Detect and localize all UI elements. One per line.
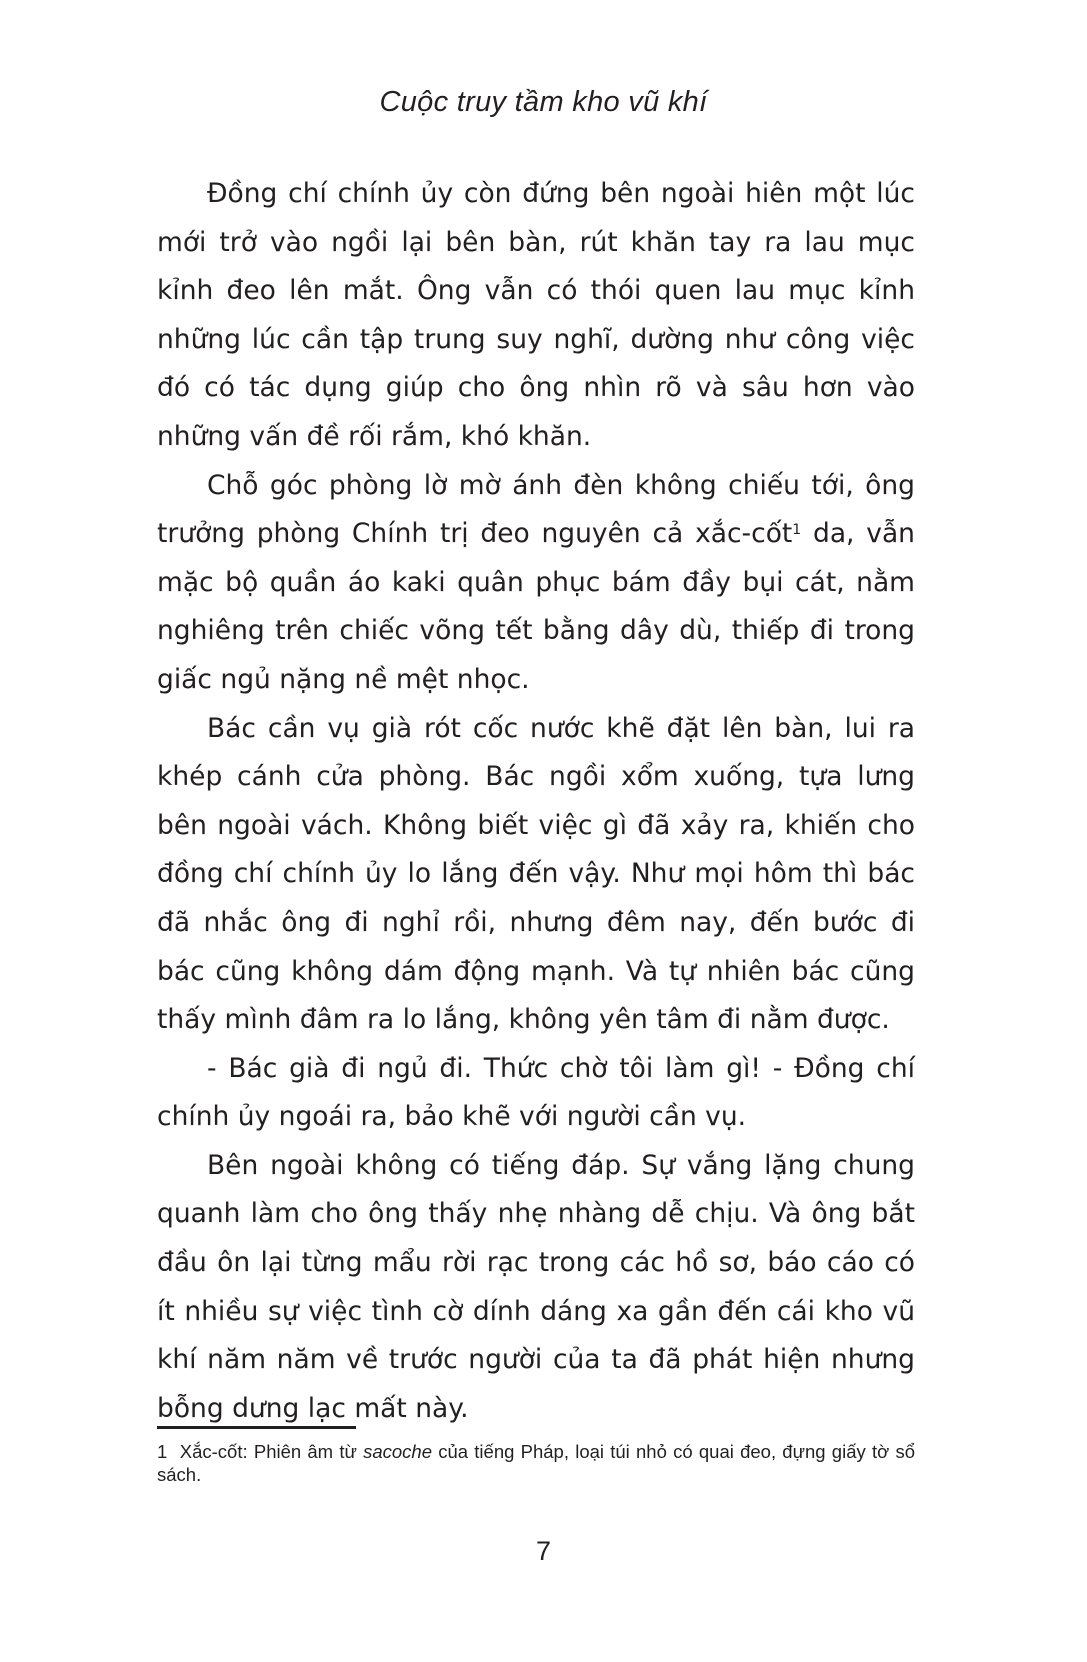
page-number: 7 — [535, 1536, 552, 1566]
footnote — [157, 1440, 915, 1486]
body-text — [157, 170, 915, 1433]
paragraph: Bên ngoài không có tiếng đáp. Sự vắng lặng chung quanh làm cho ông thấy nhẹ nhàng dễ chịu. Và ông bắt đầu ôn lại từng mẩu rời rạc trong các hồ sơ, báo cáo có ít nhiều sự việc tình cờ dính dáng xa gần đến cái kho vũ khí năm năm về trước người của ta đã phát hiện nhưng bỗng dưng lạc mất này. — [157, 1149, 915, 1424]
footnote-divider — [157, 1426, 356, 1429]
running-head: Cuộc truy tầm kho vũ khí — [379, 86, 708, 118]
paragraph-text: da, vẫn mặc bộ quần áo kaki quân phục bám đầy bụi cát, nằm nghiêng trên chiếc võng tết bằng dây dù, thiếp đi trong giấc ngủ nặng nề mệt nhọc. — [157, 518, 915, 695]
paragraph — [157, 462, 915, 705]
paragraph: Đồng chí chính ủy còn đứng bên ngoài hiên một lúc mới trở vào ngồi lại bên bàn, rút khăn tay ra lau mục kỉnh đeo lên mắt. Ông vẫn có thói quen lau mục kỉnh những lúc cần tập trung suy nghĩ, dường như công việc đó có tác dụng giúp cho ông nhìn rõ và sâu hơn vào những vấn đề rối rắm, khó khăn. — [157, 178, 915, 452]
paragraph: Bác cần vụ già rót cốc nước khẽ đặt lên bàn, lui ra khép cánh cửa phòng. Bác ngồi xổm xuống, tựa lưng bên ngoài vách. Không biết việc gì đã xảy ra, khiến cho đồng chí chính ủy lo lắng đến vậy. Như mọi hôm thì bác đã nhắc ông đi nghỉ rồi, nhưng đêm nay, đến bước đi bác cũng không dám động mạnh. Và tự nhiên bác cũng thấy mình đâm ra lo lắng, không yên tâm đi nằm được. — [157, 712, 915, 1036]
paragraph: - Bác già đi ngủ đi. Thức chờ tôi làm gì! - Đồng chí chính ủy ngoái ra, bảo khẽ với người cần vụ. — [157, 1052, 915, 1133]
footnote-reference: 1 — [792, 522, 802, 539]
footnote-term: Xắc-cốt: Phiên âm từ — [179, 1441, 364, 1462]
footnote-number: 1 — [157, 1441, 168, 1462]
footnote-text: của tiếng Pháp, loại túi nhỏ có quai đeo, đựng giấy tờ sổ sách. — [157, 1441, 915, 1485]
paragraph-text: Chỗ góc phòng lờ mờ ánh đèn không chiếu tới, ông trưởng phòng Chính trị đeo nguyên cả xắc-cốt — [157, 469, 915, 550]
footnote-foreign-word: sacoche — [363, 1441, 432, 1462]
